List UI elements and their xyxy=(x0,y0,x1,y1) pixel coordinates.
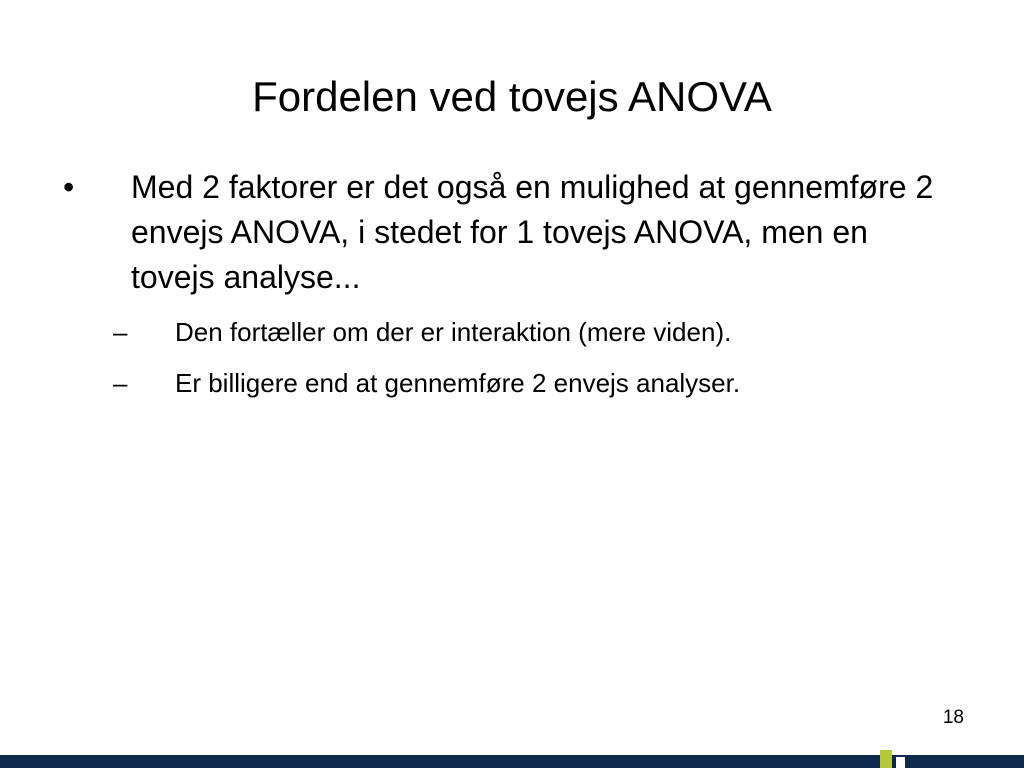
sub-bullet-text: Den fortæller om der er interaktion (mere viden). xyxy=(175,317,732,347)
sub-bullet-item xyxy=(113,315,993,349)
bullet-text: Med 2 faktorer er det også en mulighed at gennemføre 2 envejs ANOVA, i stedet for 1 tovejs ANOVA, men en tovejs analyse... xyxy=(131,169,934,295)
sub-bullet-marker: – xyxy=(113,368,128,398)
slide-title: Fordelen ved tovejs ANOVA xyxy=(252,73,772,120)
sub-bullet-marker: – xyxy=(113,317,128,347)
footer-navy-band xyxy=(0,755,1024,768)
bullet-item xyxy=(63,165,943,300)
footer-accent-green xyxy=(880,750,892,768)
page-number: 18 xyxy=(942,707,964,728)
sub-bullet-list xyxy=(113,315,993,417)
bullet-marker: • xyxy=(63,169,75,205)
footer-accent-white xyxy=(896,757,905,768)
sub-bullet-item xyxy=(113,366,993,400)
footer-bar xyxy=(0,755,1024,768)
sub-bullet-text: Er billigere end at gennemføre 2 envejs analyser. xyxy=(175,368,741,398)
